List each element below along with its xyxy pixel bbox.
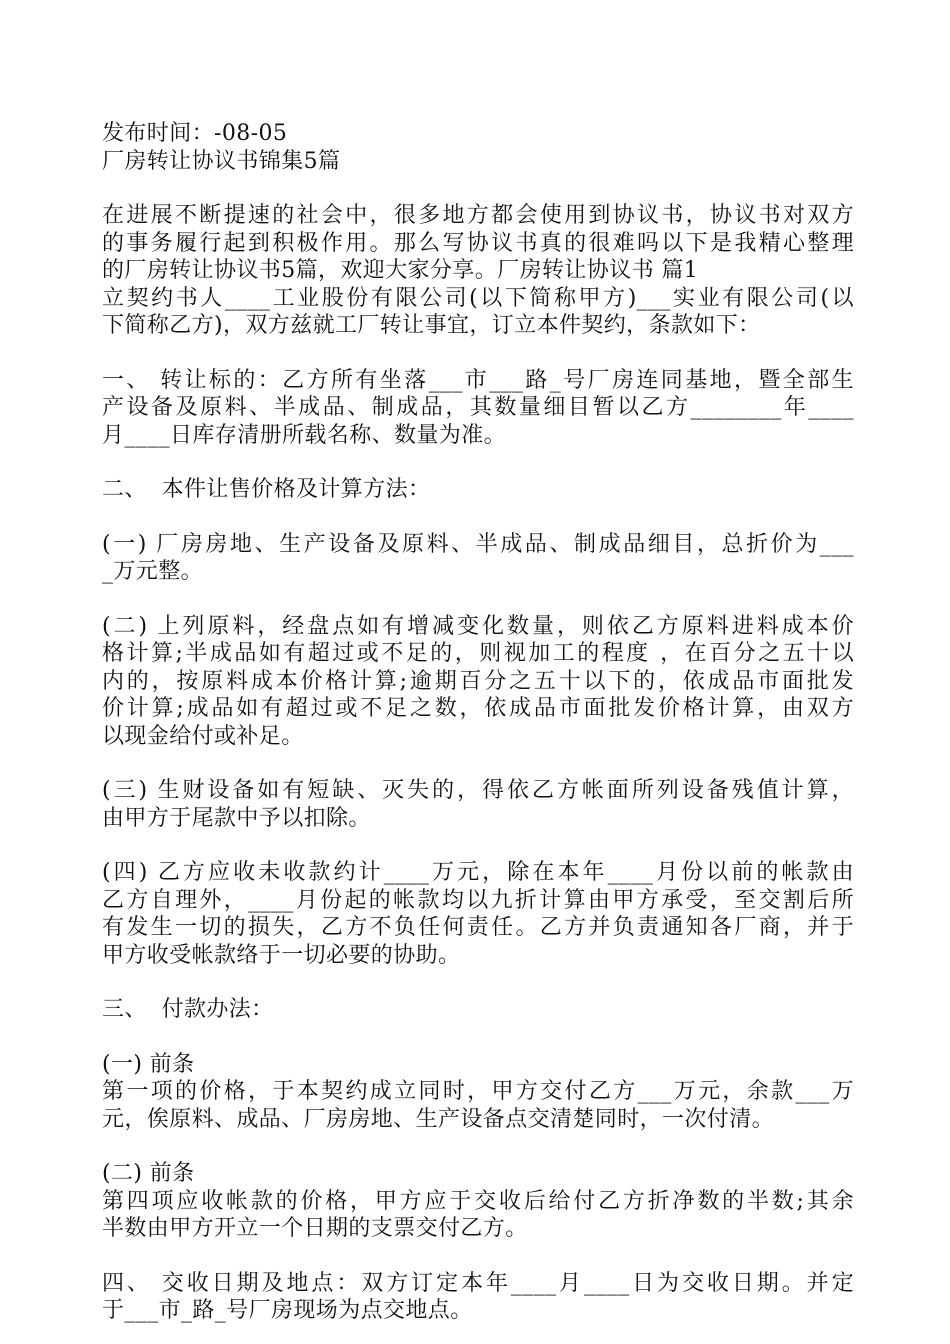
clause-2-2 [102,613,854,751]
clause-3-2 [102,1160,854,1243]
text-line: (二) 前条 [102,1161,195,1186]
document-page [102,120,854,1325]
text-line: 半数由甲方开立一个日期的支票交付乙方。 [102,1216,528,1241]
clause-2-1 [102,531,854,586]
text-line: 乙方自理外，____月份起的帐款均以九折计算由甲方承受，至交割后所 [102,887,854,913]
clause-4 [102,1270,854,1325]
text-line: _万元整。 [102,559,204,584]
text-line: (一) 厂房房地、生产设备及原料、半成品、制成品细目，总折价为___ [102,531,854,557]
text-line: 月____日库存清册所载名称、数量为准。 [102,422,507,448]
text-line: (四) 乙方应收未收款约计____万元，除在本年____月份以前的帐款由 [102,860,854,885]
clause-2-4 [102,859,854,969]
text-line: 四、 交收日期及地点：双方订定本年____月____日为交收日期。并定 [102,1270,854,1296]
text-line: 下简称乙方)，双方兹就工厂转让事宜，订立本件契约，条款如下： [102,313,761,338]
text-line: (三) 生财设备如有短缺、灭失的，得依乙方帐面所列设备残值计算， [102,778,854,803]
text-line: (二) 上列原料，经盘点如有增减变化数量，则依乙方原料进料成本价 [102,613,854,639]
text-line: 于___市_路_号厂房现场为点交地点。 [102,1298,473,1323]
text-line: 甲方收受帐款络于一切必要的协助。 [102,942,461,968]
text-line: 价计算;成品如有超过或不足之数，依成品市面批发价格计算，由双方 [102,696,854,721]
text-line: 内的，按原料成本价格计算;逾期百分之五十以下的，依成品市面批发 [102,668,854,694]
text-line: 第四项应收帐款的价格，甲方应于交收后给付乙方折净数的半数;其余 [102,1188,854,1214]
text-line: 一、 转让标的：乙方所有坐落___市___路_号厂房连同基地，暨全部生 [102,367,854,393]
clause-3-heading: 三、 付款办法： [102,997,274,1022]
clause-3-1 [102,1051,854,1134]
text-line: 的厂房转让协议书5篇，欢迎大家分享。厂房转让协议书 篇1 [102,258,699,283]
text-line: 元，俟原料、成品、厂房房地、生产设备点交清楚同时，一次付清。 [102,1106,775,1132]
clause-2-heading: 二、 本件让售价格及计算方法： [102,477,431,502]
text-line: 由甲方于尾款中予以扣除。 [102,805,371,831]
text-line: 的事务履行起到积极作用。那么写协议书真的很难吗以下是我精心整理 [102,230,854,256]
text-line: 以现金给付或补足。 [102,723,304,749]
document-title: 厂房转让协议书锦集5篇 [102,148,341,174]
clause-2-3 [102,777,854,832]
publish-date: 发布时间：-08-05 [102,121,288,146]
text-line: 产设备及原料、半成品、制成品，其数量细目暂以乙方________年____ [102,395,854,420]
text-line: (一) 前条 [102,1051,195,1077]
clause-1 [102,367,854,450]
text-line: 第一项的价格，于本契约成立同时，甲方交付乙方___万元，余款___万 [102,1079,854,1104]
text-line: 立契约书人____工业股份有限公司(以下简称甲方)___实业有限公司(以 [102,285,854,311]
intro-paragraph [102,202,854,340]
text-line: 格计算;半成品如有超过或不足的，则视加工的程度 ，在百分之五十以 [102,641,854,666]
text-line: 有发生一切的损失，乙方不负任何责任。乙方并负责通知各厂商，并于 [102,915,854,940]
text-line: 在进展不断提速的社会中，很多地方都会使用到协议书，协议书对双方 [102,203,854,228]
